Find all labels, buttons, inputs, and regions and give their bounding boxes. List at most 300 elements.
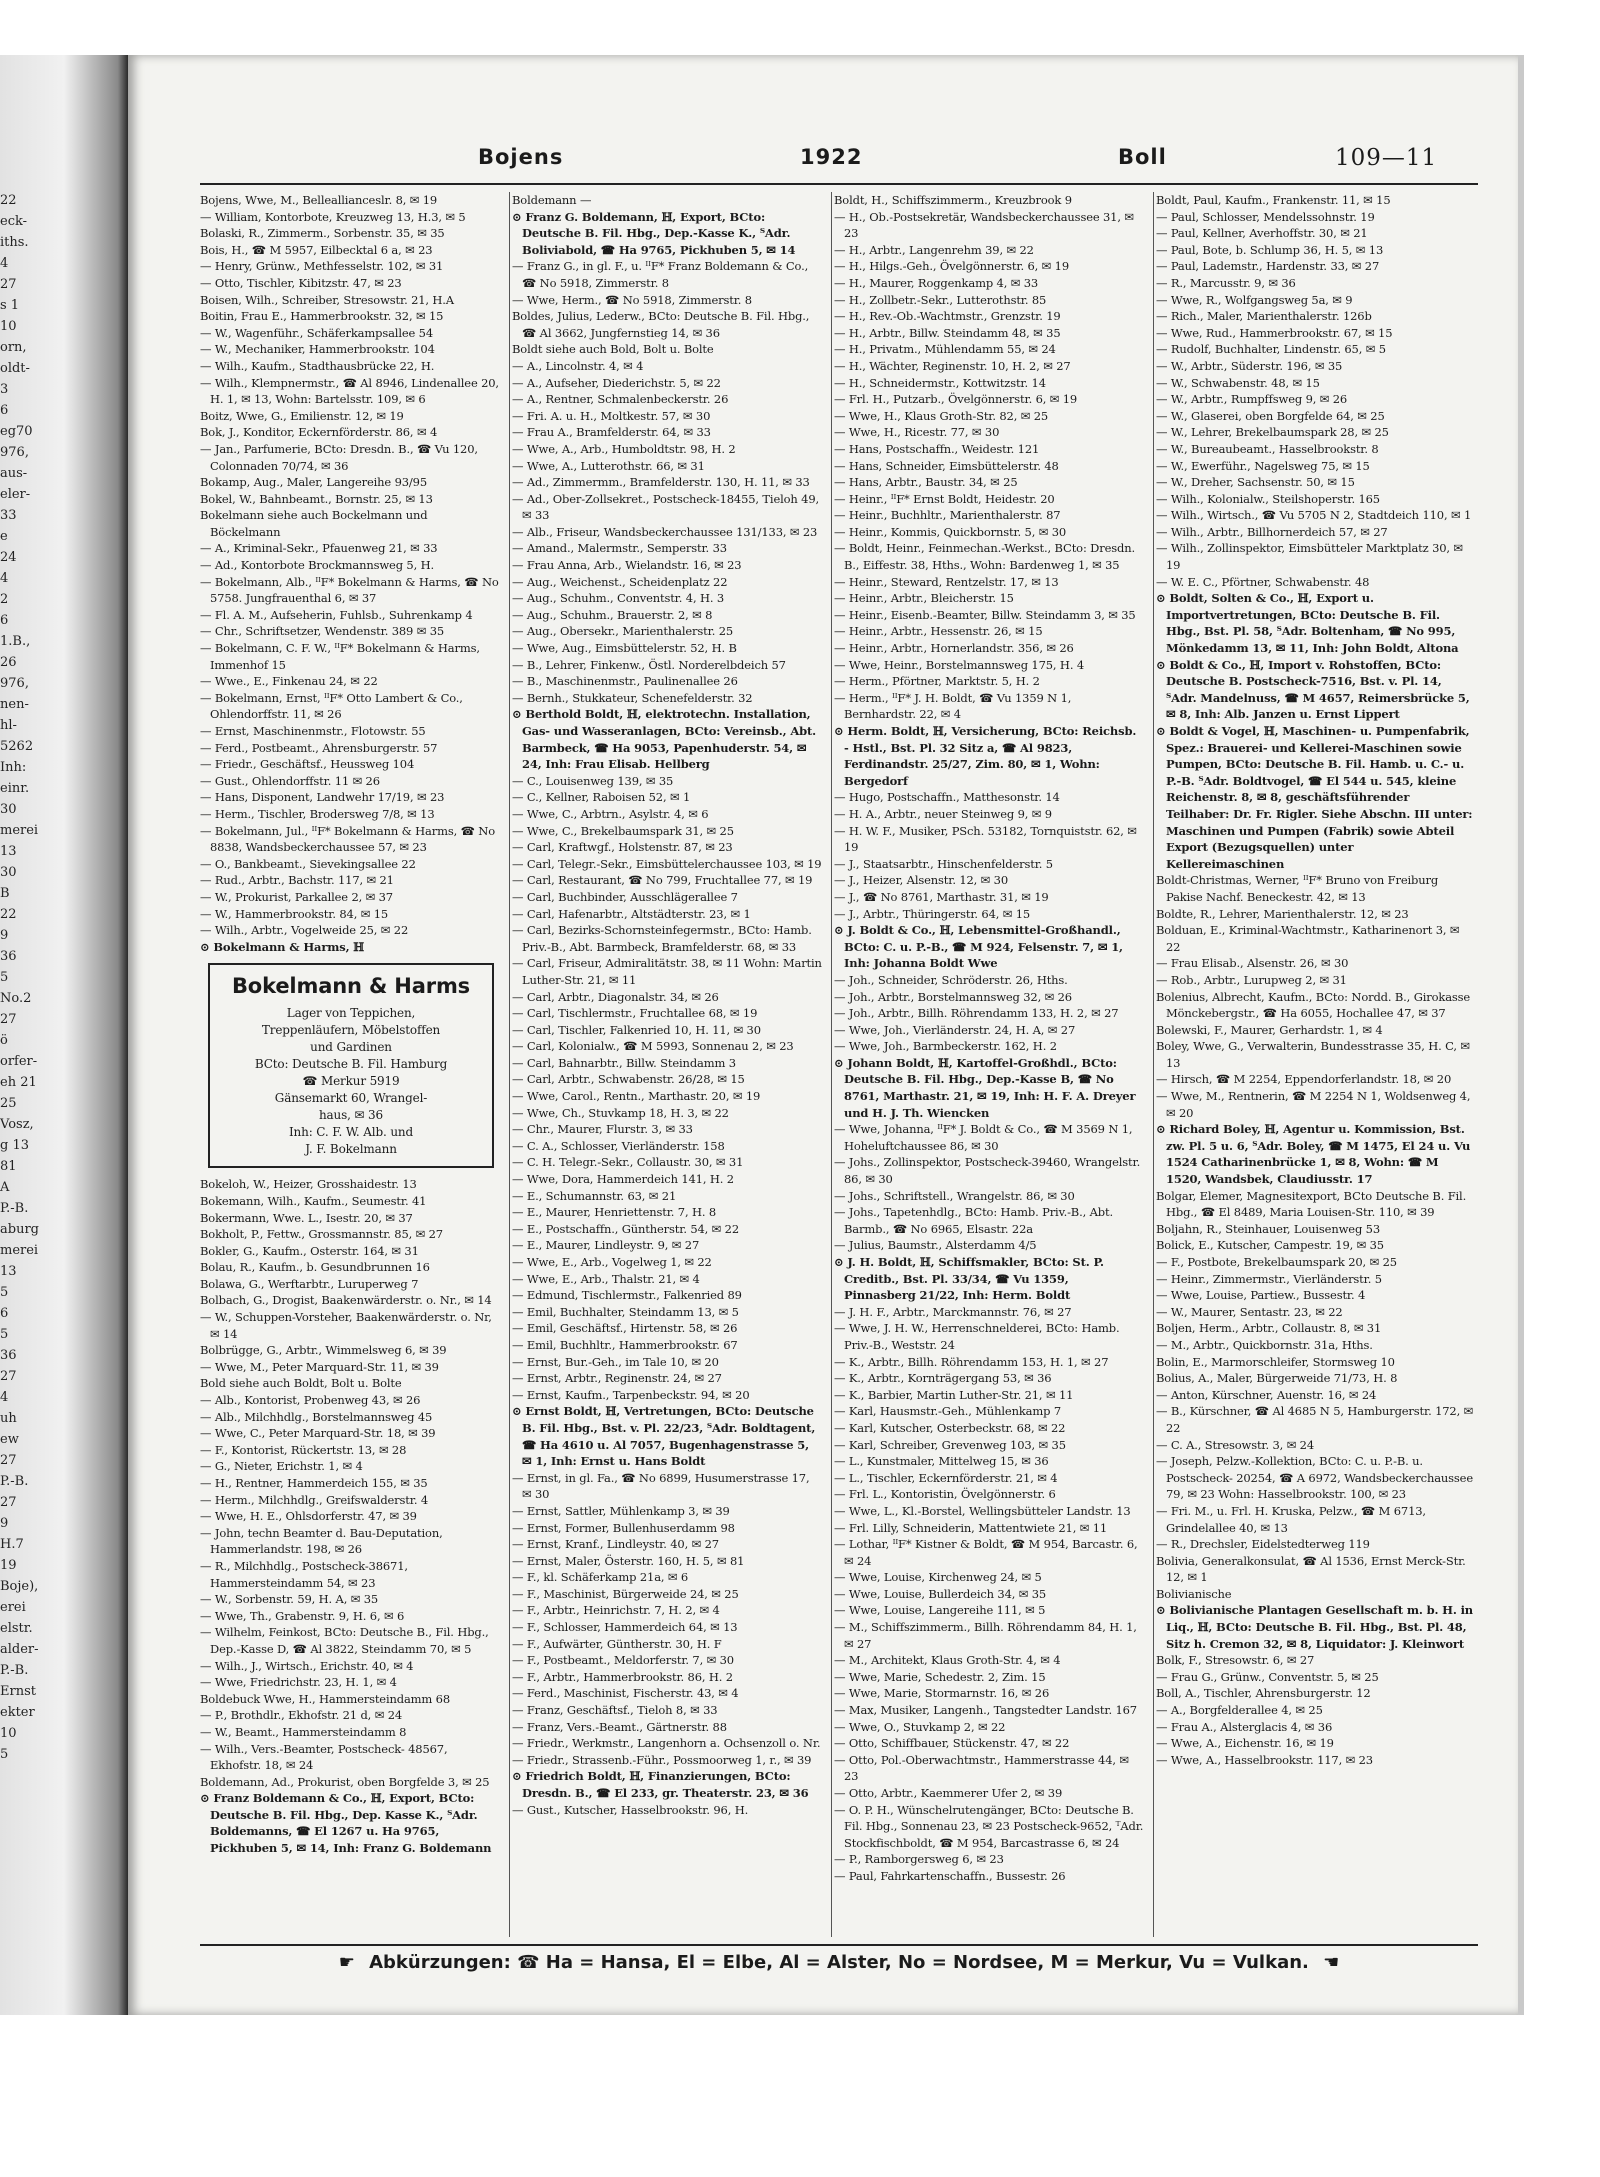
advertisement-line: Treppenläufern, Möbelstoffen (261, 1023, 441, 1038)
abbreviations-text: Abkürzungen: ☎ Ha = Hansa, El = Elbe, Al = Alster, No = Nordsee, M = Merkur, Vu = Vulkan. (369, 1952, 1309, 1973)
directory-entry: — Otto, Arbtr., Kaemmerer Ufer 2, ✉ 39 (834, 1786, 1063, 1800)
directory-entry: — O. P. H., Wünschelrutengänger, BCto: Deutsche B. Fil. Hbg., Sonnenau 23, ✉ 23 Postscheck-9652, ᵀAdr. Stockfischboldt, ☎ M 954, Barcastrasse 6, ✉ 24 (834, 1802, 1144, 1850)
firm-entry: ⊙ Boldt, Solten & Co., ℍ, Export u. Importvertretungen, BCto: Deutsche B. Fil. Hbg., Bst. Pl. 58, ᵀAdr. Boltenham, ☎ No 995, Mönkedamm 13, ✉ 11, Inh: John Boldt, Altona (1156, 591, 1459, 656)
directory-entry: — Johs., Schriftstell., Wrangelstr. 86, ✉ 30 (834, 1188, 1075, 1203)
directory-entry: — C. A., Stresowstr. 3, ✉ 24 (1156, 1437, 1315, 1452)
directory-entry: — Heinr., Eisenb.-Beamter, Billw. Steindamm 3, ✉ 35 (834, 607, 1136, 622)
directory-entry: — Ad., Kontorbote Brockmannsweg 5, H. (200, 558, 434, 573)
header-right-keyword: Boll (1118, 145, 1167, 169)
directory-entry: — A., Kriminal-Sekr., Pfauenweg 21, ✉ 33 (200, 541, 438, 556)
directory-entry: — Bernh., Stukkateur, Schenefelderstr. 32 (512, 690, 753, 705)
directory-entry: — Wwe, Marie, Schedestr. 2, Zim. 15 (834, 1669, 1046, 1684)
directory-entry: — F., Arbtr., Hammerbrookstr. 86, H. 2 (512, 1669, 733, 1684)
directory-entry: — Rud., Arbtr., Bachstr. 117, ✉ 21 (200, 873, 394, 888)
directory-entry: — Wwe, Louise, Kirchenweg 24, ✉ 5 (834, 1570, 1042, 1585)
directory-entry: — W., Beamt., Hammersteindamm 8 (200, 1724, 407, 1739)
directory-entry: — K., Arbtr., Kornträgergang 53, ✉ 36 (834, 1371, 1052, 1386)
previous-page-edge (0, 190, 39, 1910)
directory-entry: — Julius, Baumstr., Alsterdamm 4/5 (834, 1238, 1037, 1253)
advertisement-line: BCto: Deutsche B. Fil. Hamburg (254, 1057, 448, 1072)
directory-entry: — Wwe, Joh., Vierländerstr. 24, H. A, ✉ 27 (834, 1022, 1076, 1037)
directory-entry: — Chr., Schriftsetzer, Wendenstr. 389 ✉ 35 (200, 624, 445, 639)
directory-entry: — Carl, Buchbinder, Ausschlägerallee 7 (512, 889, 738, 904)
directory-entry: Boldt-Christmas, Werner, ᴵᴵF* Bruno von Freiburg Pakise Nachf. Beneckestr. 42, ✉ 13 (1156, 873, 1439, 904)
directory-entry: — W., Bureaubeamt., Hasselbrookstr. 8 (1156, 441, 1379, 456)
directory-entry: — Wwe, M., Peter Marquard-Str. 11, ✉ 39 (200, 1359, 439, 1374)
directory-entry: — Wwe, Rud., Hammerbrookstr. 67, ✉ 15 (1156, 325, 1393, 340)
header-left-keyword: Bojens (478, 145, 564, 169)
pointing-hand-icon: ☛ (338, 1952, 355, 1973)
previous-page-fragment: merei (0, 1243, 39, 1258)
previous-page-fragment: einr. (0, 781, 30, 796)
page-edge (1518, 55, 1524, 2015)
directory-entry: Bolaski, R., Zimmerm., Sorbenstr. 35, ✉ 35 (200, 226, 445, 241)
directory-entry: — Heinr., Steward, Rentzelstr. 17, ✉ 13 (834, 574, 1059, 589)
directory-entry: — Wwe, Johanna, ᴵᴵF* J. Boldt & Co., ☎ M 3569 N 1, Hoheluftchaussee 86, ✉ 30 (834, 1122, 1133, 1153)
directory-entry: — Wwe, Joh., Barmbeckerstr. 162, H. 2 (834, 1039, 1057, 1054)
directory-entry: — H., Wächter, Reginenstr. 10, H. 2, ✉ 27 (834, 358, 1071, 373)
directory-entry: — F., kl. Schäferkamp 21a, ✉ 6 (512, 1570, 689, 1585)
directory-entry: — Otto, Pol.-Oberwachtmstr., Hammerstrasse 44, ✉ 23 (834, 1752, 1129, 1784)
directory-entry: — Hans, Postschaffn., Weidestr. 121 (834, 441, 1040, 456)
directory-entry: — Friedr., Strassenb.-Führ., Possmoorweg 1, r., ✉ 39 (512, 1752, 812, 1767)
directory-entry: — Ernst, Former, Bullenhuserdamm 98 (512, 1520, 735, 1535)
directory-entry: Bokemann, Wilh., Kaufm., Seumestr. 41 (200, 1193, 427, 1208)
directory-entry: — Heinr., Kommis, Quickbornstr. 5, ✉ 30 (834, 524, 1067, 539)
directory-entry: — Heinr., ᴵᴵF* Ernst Boldt, Heidestr. 20 (834, 491, 1055, 506)
directory-entry: — Rob., Arbtr., Lurupweg 2, ✉ 31 (1156, 972, 1347, 987)
previous-page-fragment: 6 (0, 403, 9, 418)
directory-entry: — Herm., Milchhdlg., Greifswalderstr. 4 (200, 1492, 429, 1507)
directory-entry: — Rudolf, Buchhalter, Lindenstr. 65, ✉ 5 (1156, 342, 1386, 357)
directory-entry: — John, techn Beamter d. Bau-Deputation, Hammerlandstr. 198, ✉ 26 (200, 1525, 443, 1557)
directory-column-3 (834, 192, 1144, 1937)
directory-entry: — Karl, Schreiber, Grevenweg 103, ✉ 35 (834, 1437, 1066, 1452)
previous-page-fragment: 27 (0, 1495, 17, 1510)
directory-entry: — M., Architekt, Klaus Groth-Str. 4, ✉ 4 (834, 1653, 1061, 1668)
previous-page-fragment: g 13 (0, 1138, 29, 1153)
directory-entry: — W., Schwabenstr. 48, ✉ 15 (1156, 375, 1320, 390)
directory-entry: — Frl. Lilly, Schneiderin, Mattentwiete 21, ✉ 11 (834, 1520, 1108, 1535)
previous-page-fragment: A (0, 1180, 10, 1195)
directory-entry: — P., Brothdlr., Ekhofstr. 21 d, ✉ 24 (200, 1708, 403, 1723)
page-number: 109—11 (1335, 145, 1438, 171)
directory-entry: — Frau G., Grünw., Conventstr. 5, ✉ 25 (1156, 1669, 1379, 1684)
directory-entry: — K., Arbtr., Billh. Röhrendamm 153, H. 1, ✉ 27 (834, 1354, 1109, 1369)
previous-page-fragment: 5 (0, 1285, 9, 1300)
previous-page-fragment: 25 (0, 1096, 17, 1111)
directory-entry: Boitin, Frau E., Hammerbrookstr. 32, ✉ 15 (200, 309, 444, 324)
directory-entry: — H., Schneidermstr., Kottwitzstr. 14 (834, 375, 1046, 390)
directory-entry: — Emil, Buchhalter, Steindamm 13, ✉ 5 (512, 1304, 739, 1319)
directory-entry: — F., Schlosser, Hammerdeich 64, ✉ 13 (512, 1620, 738, 1635)
directory-entry: — Wilh., Arbtr., Vogelweide 25, ✉ 22 (200, 923, 409, 938)
abbreviations-footer (200, 1952, 1478, 1980)
directory-entry: Bokelmann siehe auch Bockelmann und Böckelmann (200, 508, 428, 539)
directory-entry: — Otto, Schiffbauer, Stückenstr. 47, ✉ 22 (834, 1736, 1070, 1751)
directory-entry: — Wwe, E., Arb., Vogelweg 1, ✉ 22 (512, 1255, 712, 1269)
directory-entry: — Ernst, Maler, Österstr. 160, H. 5, ✉ 81 (512, 1553, 745, 1568)
previous-page-fragment: 30 (0, 802, 17, 817)
firm-entry: ⊙ Boldt & Vogel, ℍ, Maschinen- u. Pumpenfabrik, Spez.: Brauerei- und Kellerei-Maschinen sowie Pumpen, BCto: Deutsche B. Fil. Hamb. u. C.- u. P.-B. ᵀAdr. Boldtvogel, ☎ El 544 u. 545, kleine Reichenstr. 8, ✉ 8, geschäftsführender Teilhaber: Dr. Fr. Rigler. Siehe Abschn. III unter: Maschinen und Pumpen (Fabrik) sowie Abteil Export (Bezugsquellen) unter Kellereimaschinen (1156, 724, 1473, 871)
directory-entry: — M., Schiffszimmerm., Billh. Röhrendamm 84, H. 1, ✉ 27 (834, 1620, 1137, 1651)
previous-page-fragment: aburg (0, 1222, 39, 1237)
directory-entry: — Franz, Vers.-Beamt., Gärtnerstr. 88 (512, 1719, 727, 1734)
previous-page-fragment: 4 (0, 256, 9, 271)
directory-entry: — Wwe, C., Brekelbaumspark 31, ✉ 25 (512, 823, 734, 838)
previous-page-fragment: B (0, 886, 10, 901)
directory-entry: — Wwe, A., Hasselbrookstr. 117, ✉ 23 (1156, 1752, 1373, 1767)
directory-entry: — Alb., Friseur, Wandsbeckerchaussee 131/133, ✉ 23 (512, 524, 818, 539)
directory-entry: — Heinr., Arbtr., Bleicherstr. 15 (834, 591, 1014, 606)
directory-entry: — E., Maurer, Lindleystr. 9, ✉ 27 (512, 1238, 700, 1253)
firm-entry: ⊙ Herm. Boldt, ℍ, Versicherung, BCto: Reichsb. - Hstl., Bst. Pl. 32 Sitz a, ☎ Al 9823, Ferdinandstr. 25/27, Zim. 80, ✉ 1, Wohn: Bergedorf (834, 724, 1137, 788)
directory-entry: — Wwe, A., Arb., Humboldtstr. 98, H. 2 (512, 441, 736, 456)
previous-page-fragment: 27 (0, 1369, 17, 1384)
previous-page-fragment: 30 (0, 865, 17, 880)
directory-entry: — Wwe, Louise, Partiew., Bussestr. 4 (1156, 1288, 1366, 1303)
directory-entry: — H. A., Arbtr., neuer Steinweg 9, ✉ 9 (834, 806, 1052, 821)
previous-page-fragment: 2 (0, 592, 9, 607)
directory-entry: — H., Zollbetr.-Sekr., Lutterothstr. 85 (834, 292, 1047, 307)
directory-entry: Bokeloh, W., Heizer, Grosshaidestr. 13 (200, 1177, 417, 1192)
directory-entry: — Aug., Obersekr., Marienthalerstr. 25 (512, 624, 734, 639)
advertisement-title: Bokelmann & Harms (231, 974, 471, 999)
directory-entry: Bolick, E., Kutscher, Campestr. 19, ✉ 35 (1156, 1238, 1384, 1253)
firm-entry: ⊙ J. Boldt & Co., ℍ, Lebensmittel-Großhandl., BCto: C. u. P.-B., ☎ M 924, Felsenstr. 7, ✉ 1, Inh: Johanna Boldt Wwe (834, 923, 1123, 971)
directory-entry: — W., Lehrer, Brekelbaumspark 28, ✉ 25 (1156, 425, 1389, 440)
page-header (210, 145, 1480, 175)
directory-entry: — Ernst, Maschinenmstr., Flotowstr. 55 (200, 724, 426, 738)
directory-entry: Bolau, R., Kaufm., b. Gesundbrunnen 16 (200, 1260, 430, 1275)
directory-entry: — Ernst, Bur.-Geh., im Tale 10, ✉ 20 (512, 1354, 719, 1369)
directory-entry: — Johs., Tapetenhdlg., BCto: Hamb. Priv.-B., Abt. Barmb., ☎ No 6965, Elsastr. 22a (834, 1205, 1113, 1236)
directory-entry: Bolewski, F., Maurer, Gerhardstr. 1, ✉ 4 (1156, 1022, 1383, 1037)
previous-page-fragment: 9 (0, 1516, 9, 1531)
directory-entry: — J., Arbtr., Thüringerstr. 64, ✉ 15 (834, 906, 1031, 921)
directory-entry: — Alb., Milchhdlg., Borstelmannsweg 45 (200, 1409, 433, 1424)
previous-page-fragment: orfer- (0, 1054, 38, 1069)
directory-entry: — H., Arbtr., Billw. Steindamm 48, ✉ 35 (834, 325, 1061, 340)
directory-entry: — Wwe, C., Arbtrn., Asylstr. 4, ✉ 6 (512, 806, 709, 821)
directory-entry: — Max, Musiker, Langenh., Tangstedter Landstr. 167 (834, 1703, 1137, 1718)
directory-entry: — F., Postbeamt., Meldorferstr. 7, ✉ 30 (512, 1653, 734, 1668)
directory-entry: — Chr., Maurer, Flurstr. 3, ✉ 33 (512, 1122, 693, 1137)
directory-entry: — Wwe, Heinr., Borstelmannsweg 175, H. 4 (834, 657, 1084, 672)
directory-entry: — A., Rentner, Schmalenbeckerstr. 26 (512, 392, 729, 407)
directory-entry: Bolivia, Generalkonsulat, ☎ Al 1536, Ernst Merck-Str. 12, ✉ 1 (1156, 1553, 1466, 1585)
previous-page-fragment: 22 (0, 193, 17, 208)
directory-entry: — Wwe, Th., Grabenstr. 9, H. 6, ✉ 6 (200, 1608, 405, 1623)
previous-page-fragment: 5 (0, 1747, 9, 1762)
previous-page-fragment: uh (0, 1411, 17, 1426)
directory-entry: — F., Postbote, Brekelbaumspark 20, ✉ 25 (1156, 1255, 1397, 1269)
directory-entry: — Wilh., Kolonialw., Steilshoperstr. 165 (1156, 491, 1380, 506)
directory-entry: Bokel, W., Bahnbeamt., Bornstr. 25, ✉ 13 (200, 491, 433, 506)
directory-entry: — R., Milchhdlg., Postscheck-38671, Hammersteindamm 54, ✉ 23 (200, 1558, 408, 1590)
directory-entry: — Carl, Tischler, Falkenried 10, H. 11, ✉ 30 (512, 1022, 761, 1037)
advertisement-line: und Gardinen (310, 1040, 392, 1055)
directory-entry: — Aug., Schuhm., Brauerstr. 2, ✉ 8 (512, 607, 713, 622)
previous-page-fragment: 13 (0, 1264, 17, 1279)
directory-entry: Bolius, A., Maler, Bürgerweide 71/73, H. 8 (1156, 1371, 1398, 1386)
directory-entry: — Fri. M., u. Frl. H. Kruska, Pelzw., ☎ M 6713, Grindelallee 40, ✉ 13 (1156, 1503, 1426, 1535)
directory-entry: — R., Marcusstr. 9, ✉ 36 (1156, 275, 1296, 290)
directory-entry: Bokermann, Wwe. L., Isestr. 20, ✉ 37 (200, 1210, 413, 1225)
directory-entry: — Wwe, L., Kl.-Borstel, Wellingsbütteler Landstr. 13 (834, 1503, 1131, 1518)
directory-entry: Bolbach, G., Drogist, Baakenwärderstr. o. Nr., ✉ 14 (200, 1293, 492, 1308)
advertisement-box (208, 963, 494, 1168)
directory-entry: Bold siehe auch Boldt, Bolt u. Bolte (200, 1376, 402, 1391)
previous-page-fragment: 27 (0, 277, 17, 292)
directory-entry: — Ernst, Kaufm., Tarpenbeckstr. 94, ✉ 20 (512, 1387, 750, 1402)
advertisement-line: ☎ Merkur 5919 (302, 1074, 400, 1089)
directory-entry: — Paul, Bote, b. Schlump 36, H. 5, ✉ 13 (1156, 242, 1384, 257)
directory-entry: — Frl. H., Putzarb., Övelgönnerstr. 6, ✉ 19 (834, 392, 1078, 407)
directory-entry: — Rich., Maler, Marienthalerstr. 126b (1156, 309, 1372, 324)
previous-page-fragment: ew (0, 1432, 19, 1447)
directory-entry: Boisen, Wilh., Schreiber, Stresowstr. 21, H.A (200, 292, 454, 307)
directory-entry: — B., Maschinenmstr., Paulinenallee 26 (512, 674, 738, 689)
directory-entry: — Paul, Kellner, Averhoffstr. 30, ✉ 21 (1156, 226, 1368, 241)
previous-page-fragment: ekter (0, 1705, 35, 1720)
directory-entry: — Paul, Lademstr., Hardenstr. 33, ✉ 27 (1156, 259, 1380, 274)
directory-entry: — Otto, Tischler, Kibitzstr. 47, ✉ 23 (200, 275, 402, 290)
directory-entry: — Frl. L., Kontoristin, Övelgönnerstr. 6 (834, 1487, 1056, 1502)
previous-page-fragment: P.-B. (0, 1201, 29, 1216)
directory-entry: Bolbrügge, G., Arbtr., Wimmelsweg 6, ✉ 39 (200, 1343, 447, 1358)
directory-entry: — O., Bankbeamt., Sievekingsallee 22 (200, 856, 416, 871)
directory-entry: — B., Lehrer, Finkenw., Östl. Norderelbdeich 57 (512, 657, 786, 672)
previous-page-fragment: 976, (0, 445, 29, 460)
directory-entry: — W., Schuppen-Vorsteher, Baakenwärderstr. o. Nr, ✉ 14 (200, 1310, 492, 1341)
directory-entry: Bokamp, Aug., Maler, Langereihe 93/95 (200, 475, 427, 490)
directory-entry: — A., Aufseher, Diederichstr. 5, ✉ 22 (512, 375, 721, 390)
directory-entry: Boldt siehe auch Bold, Bolt u. Bolte (512, 342, 714, 357)
directory-column-4 (1156, 192, 1474, 1937)
directory-entry: — R., Drechsler, Eidelstedterweg 119 (1156, 1537, 1370, 1552)
directory-entry: — Wwe, O., Stuvkamp 2, ✉ 22 (834, 1719, 1006, 1734)
previous-page-fragment: 5 (0, 970, 9, 985)
directory-entry: — Wwe, Ch., Stuvkamp 18, H. 3, ✉ 22 (512, 1105, 729, 1120)
advertisement-line: Lager von Teppichen, (286, 1006, 416, 1021)
previous-page-fragment: Boje), (0, 1579, 39, 1594)
directory-entry: — Wwe, Herm., ☎ No 5918, Zimmerstr. 8 (512, 292, 752, 307)
previous-page-fragment: 4 (0, 571, 9, 586)
directory-entry: — Franz, Geschäftsf., Tieloh 8, ✉ 33 (512, 1703, 718, 1718)
previous-page-fragment: ö (0, 1033, 8, 1048)
directory-entry: — J. H. F., Arbtr., Marckmannstr. 76, ✉ 27 (834, 1304, 1072, 1319)
directory-entry: — H., Maurer, Roggenkamp 4, ✉ 33 (834, 275, 1039, 290)
directory-entry: — Karl, Kutscher, Osterbeckstr. 68, ✉ 22 (834, 1420, 1066, 1435)
directory-entry: Bolk, F., Stresowstr. 6, ✉ 27 (1156, 1653, 1315, 1668)
directory-entry: — Heinr., Buchhltr., Marienthalerstr. 87 (834, 508, 1061, 523)
directory-entry: Bolivianische (1156, 1586, 1232, 1601)
directory-entry: — M., Arbtr., Quickbornstr. 31a, Hths. (1156, 1337, 1373, 1352)
directory-entry: — Frau Elisab., Alsenstr. 26, ✉ 30 (1156, 956, 1349, 971)
directory-entry: — H., Ob.-Postsekretär, Wandsbeckerchaussee 31, ✉ 23 (834, 209, 1134, 241)
advertisement-line: Inh: C. F. W. Alb. und (288, 1125, 414, 1140)
directory-entry: — F., Aufwärter, Güntherstr. 30, H. F (512, 1636, 722, 1651)
directory-entry: Bokholt, P., Fettw., Grossmannstr. 85, ✉ 27 (200, 1227, 443, 1242)
directory-entry: — Boldt, Heinr., Feinmechan.-Werkst., BCto: Dresdn. B., Eiffestr. 38, Hths., Wohn: Bardenweg 1, ✉ 35 (834, 541, 1135, 573)
directory-entry: — Ernst, in gl. Fa., ☎ No 6899, Husumerstrasse 17, ✉ 30 (512, 1470, 810, 1502)
previous-page-fragment: eck- (0, 214, 28, 229)
directory-entry: — Herm., ᴵᴵF* J. H. Boldt, ☎ Vu 1359 N 1, Bernhardstr. 22, ✉ 4 (834, 690, 1072, 722)
directory-entry: — Wilh., J., Wirtsch., Erichstr. 40, ✉ 4 (200, 1658, 414, 1673)
previous-page-fragment: 19 (0, 1558, 17, 1573)
directory-entry: — Ernst, Kranf., Lindleystr. 40, ✉ 27 (512, 1537, 719, 1552)
directory-entry: — Heinr., Zimmermstr., Vierländerstr. 5 (1156, 1271, 1382, 1286)
directory-entry: — K., Barbier, Martin Luther-Str. 21, ✉ 11 (834, 1387, 1074, 1402)
directory-entry: — Wwe, E., Arb., Thalstr. 21, ✉ 4 (512, 1271, 700, 1286)
directory-entry: — C. A., Schlosser, Vierländerstr. 158 (512, 1138, 725, 1153)
directory-entry: — Wilh., Vers.-Beamter, Postscheck- 48567, Ekhofstr. 18, ✉ 24 (200, 1741, 448, 1773)
firm-entry: ⊙ Bokelmann & Harms, ℍ (200, 939, 365, 954)
scan-background-top (0, 0, 1600, 40)
directory-entry: — Emil, Geschäftsf., Hirtenstr. 58, ✉ 26 (512, 1321, 738, 1336)
directory-entry: — F., Kontorist, Rückertstr. 13, ✉ 28 (200, 1442, 407, 1457)
firm-entry: ⊙ Johann Boldt, ℍ, Kartoffel-Großhdl., BCto: Deutsche B. Fil. Hbg., Dep.-Kasse B, ☎ No 8761, Marthastr. 21, ✉ 19, Inh: H. F. A. Dreyer und H. J. Th. Wiencken (834, 1055, 1136, 1120)
directory-entry: — Gust., Ohlendorffstr. 11 ✉ 26 (200, 773, 380, 788)
directory-entry: — Bokelmann, Jul., ᴵᴵF* Bokelmann & Harms, ☎ No 8838, Wandsbeckerchaussee 57, ✉ 23 (200, 823, 495, 855)
directory-entry: — Wwe, M., Rentnerin, ☎ M 2254 N 1, Woldsenweg 4, ✉ 20 (1156, 1089, 1471, 1120)
directory-entry: — Wwe, Louise, Bullerdeich 34, ✉ 35 (834, 1586, 1047, 1601)
previous-page-fragment: 22 (0, 907, 17, 922)
directory-entry: — Joseph, Pelzw.-Kollektion, BCto: C. u. P.-B. u. Postscheck- 20254, ☎ A 6972, Wandsbeckerchaussee 79, ✉ 23 Wohn: Hasselbrookstr. 100, ✉ 23 (1156, 1454, 1473, 1502)
directory-entry: — W., Dreher, Sachsenstr. 50, ✉ 15 (1156, 475, 1355, 490)
pointing-hand-icon: ☚ (1323, 1952, 1340, 1973)
directory-entry: — Wilh., Kaufm., Stadthausbrücke 22, H. (200, 358, 435, 373)
previous-page-fragment: P.-B. (0, 1663, 29, 1678)
directory-entry: — Wwe, C., Peter Marquard-Str. 18, ✉ 39 (200, 1426, 436, 1441)
directory-entry: — Wwe, H., Klaus Groth-Str. 82, ✉ 25 (834, 408, 1049, 423)
directory-entry: — Wwe, Aug., Eimsbüttelerstr. 52, H. B (512, 641, 737, 656)
directory-entry: — Wwe, Marie, Stormarnstr. 16, ✉ 26 (834, 1686, 1050, 1701)
firm-entry: ⊙ Friedrich Boldt, ℍ, Finanzierungen, BCto: Dresdn. B., ☎ El 233, gr. Theaterstr. 23, ✉ 36 (512, 1769, 809, 1800)
directory-entry: — Henry, Grünw., Methfesselstr. 102, ✉ 31 (200, 259, 444, 274)
previous-page-fragment: nen- (0, 697, 29, 712)
directory-column-2 (512, 192, 822, 1937)
directory-entry: — H., Rev.-Ob.-Wachtmstr., Grenzstr. 19 (834, 309, 1061, 324)
previous-page-fragment: 24 (0, 550, 17, 565)
directory-entry: — Joh., Schneider, Schröderstr. 26, Hths. (834, 972, 1068, 987)
directory-entry: — W., Wagenführ., Schäferkampsallee 54 (200, 325, 433, 340)
previous-page-fragment: iths. (0, 235, 29, 250)
directory-entry: — F., Arbtr., Heinrichstr. 7, H. 2, ✉ 4 (512, 1603, 720, 1618)
directory-entry: — Hans, Arbtr., Baustr. 34, ✉ 25 (834, 475, 1018, 490)
previous-page-fragment: orn, (0, 340, 27, 355)
directory-entry: — Edmund, Tischlermstr., Falkenried 89 (512, 1288, 742, 1303)
directory-entry: — Hans, Schneider, Eimsbüttelerstr. 48 (834, 458, 1059, 473)
directory-entry: — L., Kunstmaler, Mittelweg 15, ✉ 36 (834, 1454, 1049, 1469)
directory-entry: — Aug., Schuhm., Conventstr. 4, H. 3 (512, 591, 725, 606)
directory-entry: — Wilh., Arbtr., Billhornerdeich 57, ✉ 27 (1156, 524, 1388, 539)
previous-page-fragment: elstr. (0, 1621, 33, 1636)
advertisement-line: haus, ✉ 36 (318, 1108, 384, 1123)
directory-entry: Boitz, Wwe, G., Emilienstr. 12, ✉ 19 (200, 408, 404, 423)
directory-entry: — Ferd., Maschinist, Fischerstr. 43, ✉ 4 (512, 1686, 739, 1701)
directory-entry: — Alb., Kontorist, Probenweg 43, ✉ 26 (200, 1393, 421, 1408)
directory-entry: — Ernst, Arbtr., Reginenstr. 24, ✉ 27 (512, 1371, 722, 1386)
directory-entry: — W. E. C., Pförtner, Schwabenstr. 48 (1156, 574, 1370, 589)
directory-entry: — C., Kellner, Raboisen 52, ✉ 1 (512, 790, 691, 805)
directory-entry: Bois, H., ☎ M 5957, Eilbecktal 6 a, ✉ 23 (200, 242, 433, 257)
directory-entry: Bolduan, E., Kriminal-Wachtmstr., Katharinenort 3, ✉ 22 (1156, 923, 1460, 954)
directory-entry: Boldt, Paul, Kaufm., Frankenstr. 11, ✉ 15 (1156, 193, 1391, 207)
directory-entry: — Frau Anna, Arb., Wielandstr. 16, ✉ 23 (512, 558, 742, 573)
directory-entry: — Wwe, Friedrichstr. 23, H. 1, ✉ 4 (200, 1675, 397, 1690)
directory-entry: — E., Schumannstr. 63, ✉ 21 (512, 1188, 677, 1203)
directory-entry: — Wwe, R., Wolfgangsweg 5a, ✉ 9 (1156, 292, 1353, 307)
previous-page-fragment: aus- (0, 466, 28, 481)
directory-entry: — Ad., Ober-Zollsekret., Postscheck-18455, Tieloh 49, ✉ 33 (512, 491, 820, 523)
directory-entry: — Karl, Hausmstr.-Geh., Mühlenkamp 7 (834, 1404, 1061, 1419)
directory-entry: Boljahn, R., Steinhauer, Louisenweg 53 (1156, 1221, 1380, 1236)
directory-entry: — Wwe, Louise, Langereihe 111, ✉ 5 (834, 1603, 1046, 1618)
directory-entry: — Carl, Kolonialw., ☎ M 5993, Sonnenau 2, ✉ 23 (512, 1039, 794, 1054)
previous-page-fragment: 10 (0, 1726, 17, 1741)
directory-entry: Boldemann, Ad., Prokurist, oben Borgfelde 3, ✉ 25 (200, 1774, 490, 1789)
previous-page-fragment: erei (0, 1600, 26, 1615)
directory-entry: — Ernst, Sattler, Mühlenkamp 3, ✉ 39 (512, 1503, 730, 1518)
previous-page-fragment: s 1 (0, 298, 20, 313)
directory-entry: — Wwe, Dora, Hammerdeich 141, H. 2 (512, 1172, 734, 1187)
previous-page-fragment: oldt- (0, 361, 30, 376)
directory-entry: — Wwe, Carol., Rentn., Marthastr. 20, ✉ 19 (512, 1089, 761, 1104)
directory-entry: — Herm., Tischler, Brodersweg 7/8, ✉ 13 (200, 806, 435, 821)
directory-entry: Boldemann — (512, 193, 592, 207)
directory-entry: — W., Glaserei, oben Borgfelde 64, ✉ 25 (1156, 408, 1385, 423)
directory-entry: — Joh., Arbtr., Borstelmannsweg 32, ✉ 26 (834, 989, 1072, 1004)
directory-columns (200, 192, 1480, 1937)
directory-entry: — W., Ewerführ., Nagelsweg 75, ✉ 15 (1156, 458, 1370, 473)
directory-entry: — Lothar, ᴵᴵF* Kistner & Boldt, ☎ M 954, Barcastr. 6, ✉ 24 (834, 1537, 1138, 1568)
directory-entry: — Wilh., Klempnermstr., ☎ Al 8946, Lindenallee 20, H. 1, ✉ 13, Wohn: Bartelsstr. 109, ✉ 6 (200, 375, 499, 407)
directory-entry: — W., Arbtr., Süderstr. 196, ✉ 35 (1156, 358, 1343, 373)
previous-page-fragment: 4 (0, 1390, 9, 1405)
directory-entry: — Friedr., Geschäftsf., Heussweg 104 (200, 757, 415, 772)
previous-page-fragment: 27 (0, 1012, 17, 1027)
directory-entry: — A., Borgfelderallee 4, ✉ 25 (1156, 1703, 1323, 1718)
directory-entry: — Hirsch, ☎ M 2254, Eppendorferlandstr. 18, ✉ 20 (1156, 1072, 1452, 1087)
directory-entry: — W., Mechaniker, Hammerbrookstr. 104 (200, 342, 435, 357)
directory-entry: — Aug., Weichenst., Scheidenplatz 22 (512, 574, 728, 589)
directory-entry: — Wwe, A., Eichenstr. 16, ✉ 19 (1156, 1736, 1334, 1751)
directory-entry: — Paul, Fahrkartenschaffn., Bussestr. 26 (834, 1868, 1066, 1883)
directory-entry: — Wilh., Wirtsch., ☎ Vu 5705 N 2, Stadtdeich 110, ✉ 1 (1156, 508, 1472, 523)
directory-entry: — Wilhelm, Feinkost, BCto: Deutsche B., Fil. Hbg., Dep.-Kasse D, ☎ Al 3822, Steindamm 70, ✉ 5 (200, 1625, 489, 1656)
previous-page-fragment: Vosz, (0, 1117, 34, 1132)
directory-entry: — Franz G., in gl. F., u. ᴵᴵF* Franz Boldemann & Co., ☎ No 5918, Zimmerstr. 8 (512, 259, 809, 290)
directory-entry: Boley, Wwe, G., Verwalterin, Bundesstrasse 35, H. C, ✉ 13 (1156, 1039, 1470, 1070)
directory-entry: — Hans, Disponent, Landwehr 17/19, ✉ 23 (200, 790, 445, 805)
directory-entry: — Carl, Arbtr., Diagonalstr. 34, ✉ 26 (512, 989, 719, 1004)
directory-entry: — Ferd., Postbeamt., Ahrensburgerstr. 57 (200, 740, 438, 755)
directory-entry: — Ad., Zimmermm., Bramfelderstr. 130, H. 11, ✉ 33 (512, 475, 810, 490)
directory-entry: Bojens, Wwe, M., Belleallianceslr. 8, ✉ 19 (200, 193, 438, 207)
firm-entry: ⊙ Franz G. Boldemann, ℍ, Export, BCto: Deutsche B. Fil. Hbg., Dep.-Kasse K., ᵀAdr. Boliviabold, ☎ Ha 9765, Pickhuben 5, ✉ 14 (512, 209, 796, 257)
directory-entry: — W., Arbtr., Rumpffsweg 9, ✉ 26 (1156, 392, 1348, 407)
directory-entry: — Bokelmann, Alb., ᴵᴵF* Bokelmann & Harms, ☎ No 5758. Jungfrauenthal 6, ✉ 37 (200, 574, 499, 606)
previous-page-fragment: 976, (0, 676, 29, 691)
previous-page-fragment: 5 (0, 1327, 9, 1342)
directory-entry: Bolin, E., Marmorschleifer, Stormsweg 10 (1156, 1354, 1395, 1369)
directory-entry: — Carl, Hafenarbtr., Altstädterstr. 23, ✉ 1 (512, 906, 751, 921)
advertisement-line: Gänsemarkt 60, Wrangel- (274, 1091, 428, 1106)
directory-entry: — J., ☎ No 8761, Marthastr. 31, ✉ 19 (834, 889, 1049, 904)
directory-entry: Bok, J., Konditor, Eckernförderstr. 86, ✉ 4 (200, 425, 438, 440)
